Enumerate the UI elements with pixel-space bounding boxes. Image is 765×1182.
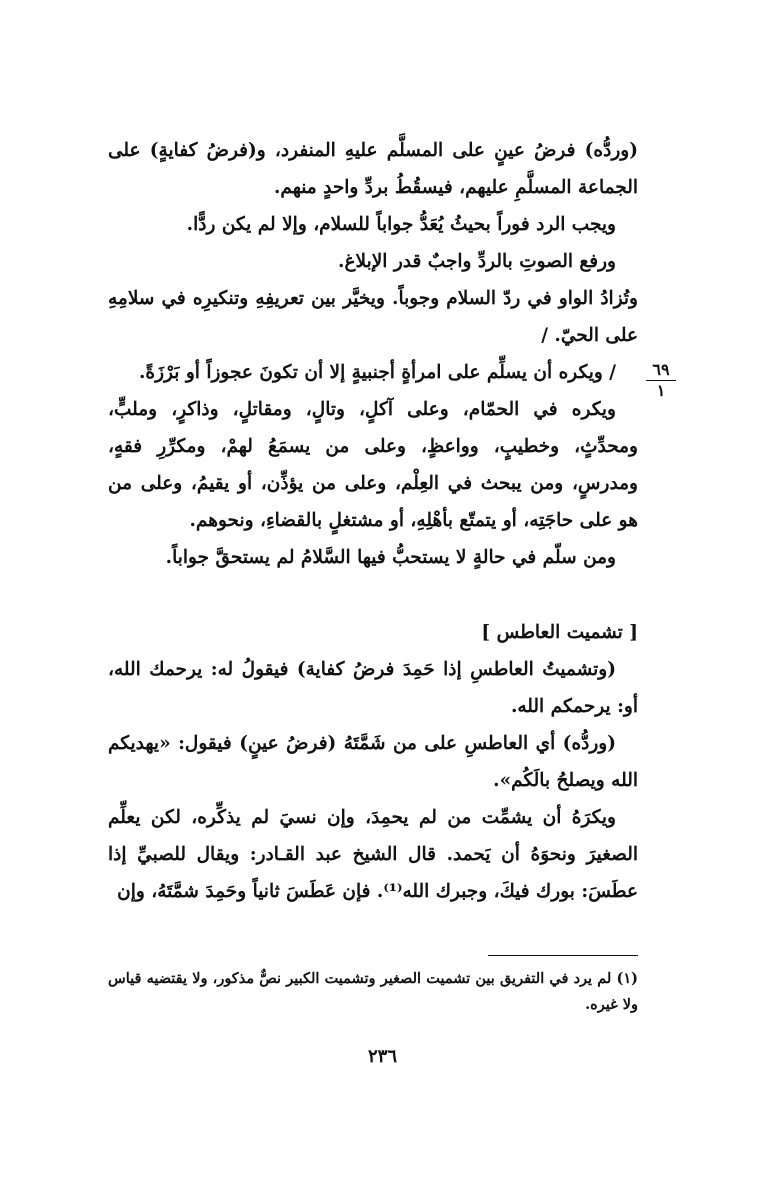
manuscript-folio-marker [646,362,676,399]
paragraph-foreign-woman: / ويكره أن يسلِّم على امرأةٍ أجنبيةٍ إلا أن تكونَ عجوزاً أو بَرْزَةً. [138,362,616,383]
main-text [108,132,638,910]
paragraph-waw-addition: وتُزادُ الواو في ردّ السلام وجوباً. ويخيَّر بين تعريفِهِ وتنكيرِه في سلامِهِ على الحيّ. / [108,288,638,346]
footnote-divider [488,955,638,956]
folio-number: ٦٩ [646,362,676,381]
paragraph-raise-voice: ورفع الصوتِ بالردِّ واجبٌ قدر الإبلاغ. [338,251,616,272]
section-title: [ تشميت العاطس ] [481,622,638,643]
paragraph-sneezer-rules: ويكرَهُ أن يشمِّت من لم يحمِدَ، وإن نسيَ لم يذكِّره، لكن يعلِّم الصغيرَ ونحوَهُ أن يَحمد. قال الشيخ عبد القـادر: ويقال للصبيِّ إذا عطَسَ: بورك فيكَ، وجبرك الله⁽¹⁾. فإن عَطَسَ ثانياً وحَمِدَ شمَّتَهُ، وإن [108,807,638,902]
paragraph-immediate-reply: ويجب الرد فوراً بحيثُ يُعَدُّ جواباً للسلام، وإلا لم يكن ردًّا. [186,214,616,235]
folio-side: ١ [656,381,666,400]
paragraph-sneezer-reply: (وردُّه) أي العاطسِ على من شَمَّتَهُ (فرضُ عينٍ) فيقول: «يهديكم الله ويصلحُ بالَكُم». [108,733,638,791]
page-number: ٢٣٦ [367,1046,397,1067]
paragraph-sneezer-blessing: (وتشميتُ العاطسِ إذا حَمِدَ فرضُ كفاية) فيقولُ له: يرحمك الله، أو: يرحمكم الله. [108,659,638,717]
footnote: (١) لم يرد في التفريق بين تشميت الصغير وتشميت الكبير نصٌّ مذكور، ولا يقتضيه قياس ولا غيره. [108,970,638,1013]
paragraph-disliked-situations: ويكره في الحمّام، وعلى آكلٍ، وتالٍ، ومقاتلٍ، وذاكرٍ، وملبٍّ، ومحدِّثٍ، وخطيبٍ، وواعظٍ، وعلى من يسمَعُ لهمْ، ومكرِّرِ فقهٍ، ومدرسٍ، ومن يبحث في العِلْم، وعلى من يؤذِّن، أو يقيمُ، وعلى من هو على حاجَتِه، أو يتمتّع بأهْلِهِ، أو مشتغلٍ بالقضاءِ، ونحوهم. [108,399,638,531]
paragraph-no-reply-due: ومن سلّم في حالةٍ لا يستحبُّ فيها السَّلامُ لم يستحقَّ جواباً. [165,547,616,568]
paragraph-return-greeting: (وردُّه) فرضُ عينٍ على المسلَّم عليهِ المنفرد، و(فرضُ كفايةٍ) على الجماعة المسلَّمِ عليهم، فيسقُطُ بردِّ واحدٍ منهم. [108,140,638,198]
